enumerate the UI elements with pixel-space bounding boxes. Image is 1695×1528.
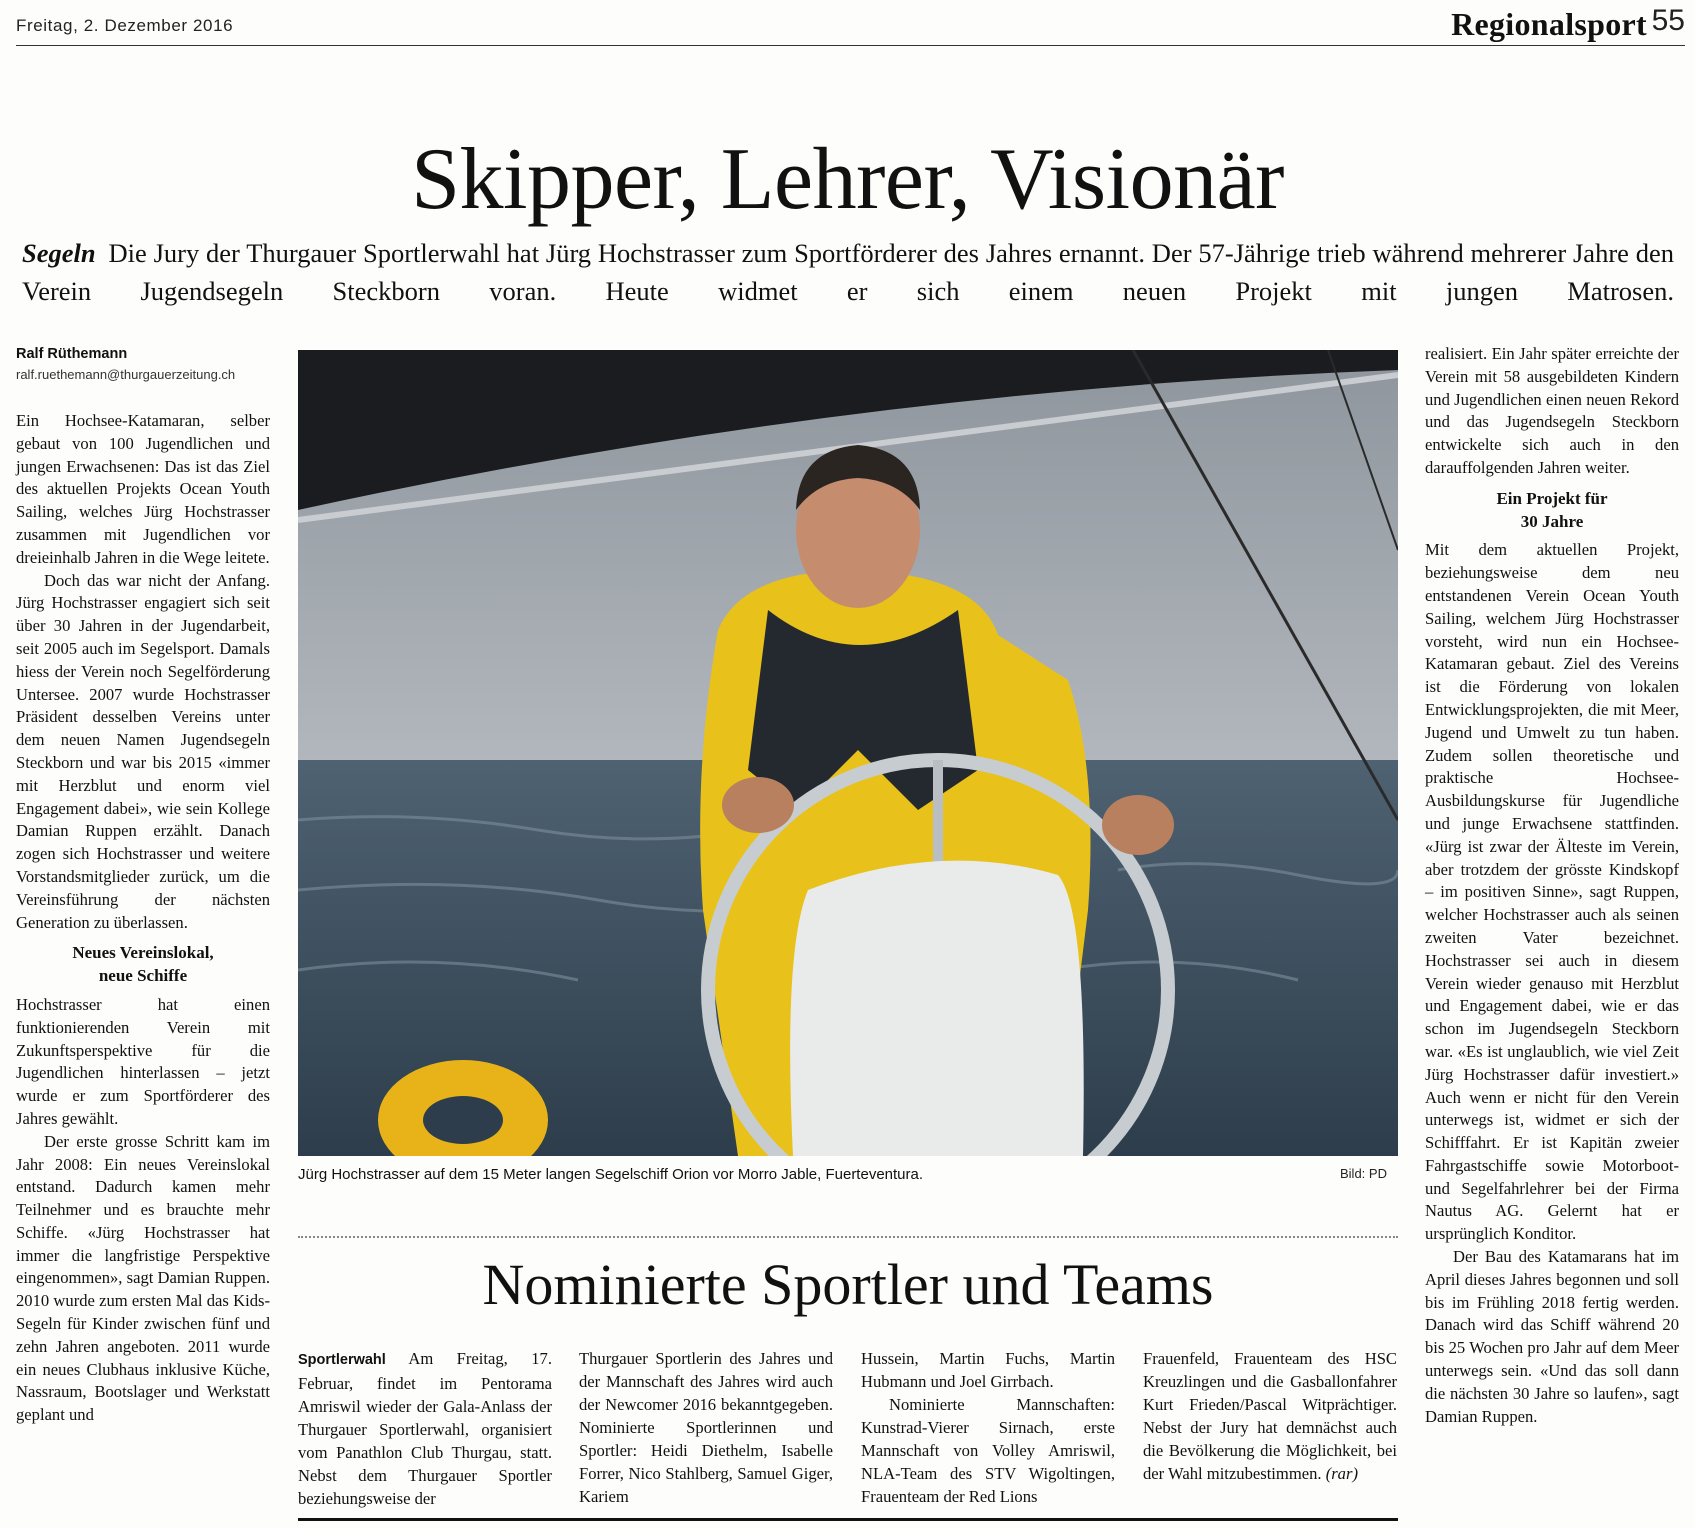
publication-date: Freitag, 2. Dezember 2016	[16, 16, 234, 35]
box-column-1	[298, 1347, 552, 1510]
page-number: 55	[1651, 4, 1685, 37]
paragraph: realisiert. Ein Jahr später erreichte der Verein mit 58 ausgebildeten Kindern und Jugendlichen einen neuen Rekord und das Jugendsegeln Steckborn entwickelte sich auch in den darauffolgenden Jahren weiter.	[1425, 344, 1679, 477]
box-column-4	[1143, 1347, 1397, 1485]
box-dotted-rule	[298, 1236, 1398, 1238]
binnacle	[790, 861, 1084, 1156]
box-text: Nominierte Mannschaften: Kunstrad-Vierer Sirnach, erste Mannschaft von Volley Amriswil, NLA-Team des STV Wigoltingen, Frauenteam der Red Lions	[861, 1395, 1115, 1506]
paragraph: Doch das war nicht der Anfang. Jürg Hochstrasser engagiert sich seit über 30 Jahren in der Jugendarbeit, seit 2005 auch im Segelsport. Damals hiess der Verein noch Segelförderung Untersee. 2007 wurde Hochstrasser Präsident desselben Vereins unter dem neuen Namen Jugendsegeln Steckborn und war bis 2015 «immer mit Herzblut und enorm viel Engagement dabei», wie sein Kollege Damian Ruppen erzählt. Danach zogen sich Hochstrasser und weitere Vorstandsmitglieder zurück, um die Vereinsführung der nächsten Generation zu überlassen.	[16, 570, 270, 932]
subheading	[1425, 488, 1679, 534]
box-column-2	[579, 1347, 833, 1508]
right-column	[1425, 343, 1679, 1428]
box-text: Thurgauer Sportlerin des Jahres und der Mannschaft des Jahres wird auch der Newcomer 2016 bekanntgegeben. Nominierte Sportlerinnen und Sportler: Heidi Diethelm, Isabelle Forrer, Nico Stahlberg, Samuel Giger, Kariem	[579, 1349, 833, 1506]
subheading-line: Neues Vereinslokal,	[72, 943, 214, 963]
section-title: Regionalsport	[1451, 6, 1647, 42]
paragraph: Der erste grosse Schritt kam im Jahr 2008: Ein neues Vereinslokal entstand. Dadurch kamen mehr Teilnehmer und es brauchte mehr Schiffe. «Jürg Hochstrasser hat immer die langfristige Perspektive eingenommen», sagt Damian Ruppen. 2010 wurde zum ersten Mal das Kids-Segeln für Kinder zwischen fünf und zehn Jahren angeboten. 2011 wurde ein neues Clubhaus inklusive Küche, Nassraum, Bootslager und Werkstatt geplant und	[16, 1131, 270, 1425]
paragraph: Ein Hochsee-Katamaran, selber gebaut von 100 Jugendlichen und jungen Erwachsenen: Das ist das Ziel des aktuellen Projekts Ocean Youth Sailing, welches Jürg Hochstrasser zusammen mit Jugendlichen vor dreieinhalb Jahren in die Wege leitete.	[16, 411, 270, 567]
photo-credit: Bild: PD	[1340, 1166, 1387, 1181]
box-bottom-rule	[298, 1518, 1398, 1521]
box-text: Am Freitag, 17. Februar, findet im Pentorama Amriswil wieder der Gala-Anlass der Thurgauer Sportlerwahl, organisiert vom Panathlon Club Thurgau, statt. Nebst dem Thurgauer Sportler beziehungsweise der	[298, 1349, 552, 1508]
photo-caption: Jürg Hochstrasser auf dem 15 Meter langen Segelschiff Orion vor Morro Jable, Fuerteventura.	[298, 1166, 924, 1183]
box-column-3	[861, 1347, 1115, 1508]
subheading-line: Ein Projekt für	[1496, 488, 1608, 508]
header-rule	[16, 45, 1685, 46]
paragraph: Hochstrasser hat einen funktionierenden Verein mit Zukunftsperspektive für die Jugendlichen hinterlassen – jetzt wurde er zum Sportförderer des Jahres gewählt.	[16, 994, 270, 1128]
box-text: Hussein, Martin Fuchs, Martin Hubmann und Joel Girrbach.	[861, 1349, 1115, 1391]
subheading-line: 30 Jahre	[1520, 511, 1584, 531]
sailing-photo-illustration	[298, 350, 1398, 1156]
article-lead	[22, 234, 1674, 310]
subheading	[16, 942, 270, 988]
article-photo	[298, 350, 1398, 1156]
author-name: Ralf Rüthemann	[16, 346, 128, 362]
box-kicker: Sportlerwahl	[298, 1352, 386, 1368]
box-text: Frauenfeld, Frauenteam des HSC Kreuzlingen und die Gasballonfahrer Kurt Frieden/Pascal Witprächtiger. Nebst der Jury hat demnächst auch die Bevölkerung die Möglichkeit, bei der Wahl mitzubestimmen.	[1143, 1349, 1397, 1483]
paragraph: Mit dem aktuellen Projekt, beziehungsweise dem neu entstandenen Verein Ocean Youth Sailing, welchem Jürg Hochstrasser vorsteht, wird nun ein Hochsee-Katamaran gebaut. Ziel des Vereins ist die Förderung von lokalen Entwicklungsprojekten, die mit Meer, Jugend und Umwelt zu tun haben. Zudem sollen theoretische und praktische Hochsee-Ausbildungskurse für Jugendliche und junge Erwachsene stattfinden. «Jürg ist zwar der Älteste im Verein, aber trotzdem der grösste Kindskopf – im positiven Sinne», sagt Ruppen, welcher Hochstrasser auch als seinen zweiten Vater bezeichnet. Hochstrasser sei auch in diesem Verein wieder genauso mit Herzblut und Engagement dabei, wie er das schon im Jugendsegeln Steckborn war. «Es ist unglaublich, wie viel Zeit Jürg Hochstrasser dafür investiert.» Auch wenn er nicht für den Verein unterwegs ist, widmet er sich der Schifffahrt. Er ist Kapitän zweier Fahrgastschiffe sowie Motorboot- und Segelfahrlehrer bei der Firma Nautus AG. Gelernt hat er ursprünglich Konditor.	[1425, 540, 1679, 1244]
paragraph: Der Bau des Katamarans hat im April dieses Jahres begonnen und soll bis im Frühling 2018 fertig werden. Danach wird das Schiff während 20 bis 25 Wochen pro Jahr auf dem Meer unterwegs sein. «Und das soll dann die nächsten 30 Jahre so laufen», sagt Damian Ruppen.	[1425, 1247, 1679, 1426]
author-email[interactable]: ralf.ruethemann@thurgauerzeitung.ch	[16, 367, 236, 382]
lead-kicker: Segeln	[22, 238, 96, 268]
box-title: Nominierte Sportler und Teams	[482, 1252, 1214, 1317]
subheading-line: neue Schiffe	[98, 966, 188, 986]
box-signature: (rar)	[1325, 1464, 1358, 1483]
lead-text: Die Jury der Thurgauer Sportlerwahl hat Jürg Hochstrasser zum Sportförderer des Jahres ernannt. Der 57-Jährige trieb während mehrerer Jahre den Verein Jugendsegeln Steckborn voran. Heute widmet er sich einem neuen Projekt mit jungen Matrosen.	[22, 238, 1675, 306]
left-column	[16, 410, 270, 1427]
article-headline: Skipper, Lehrer, Visionär	[411, 131, 1284, 228]
